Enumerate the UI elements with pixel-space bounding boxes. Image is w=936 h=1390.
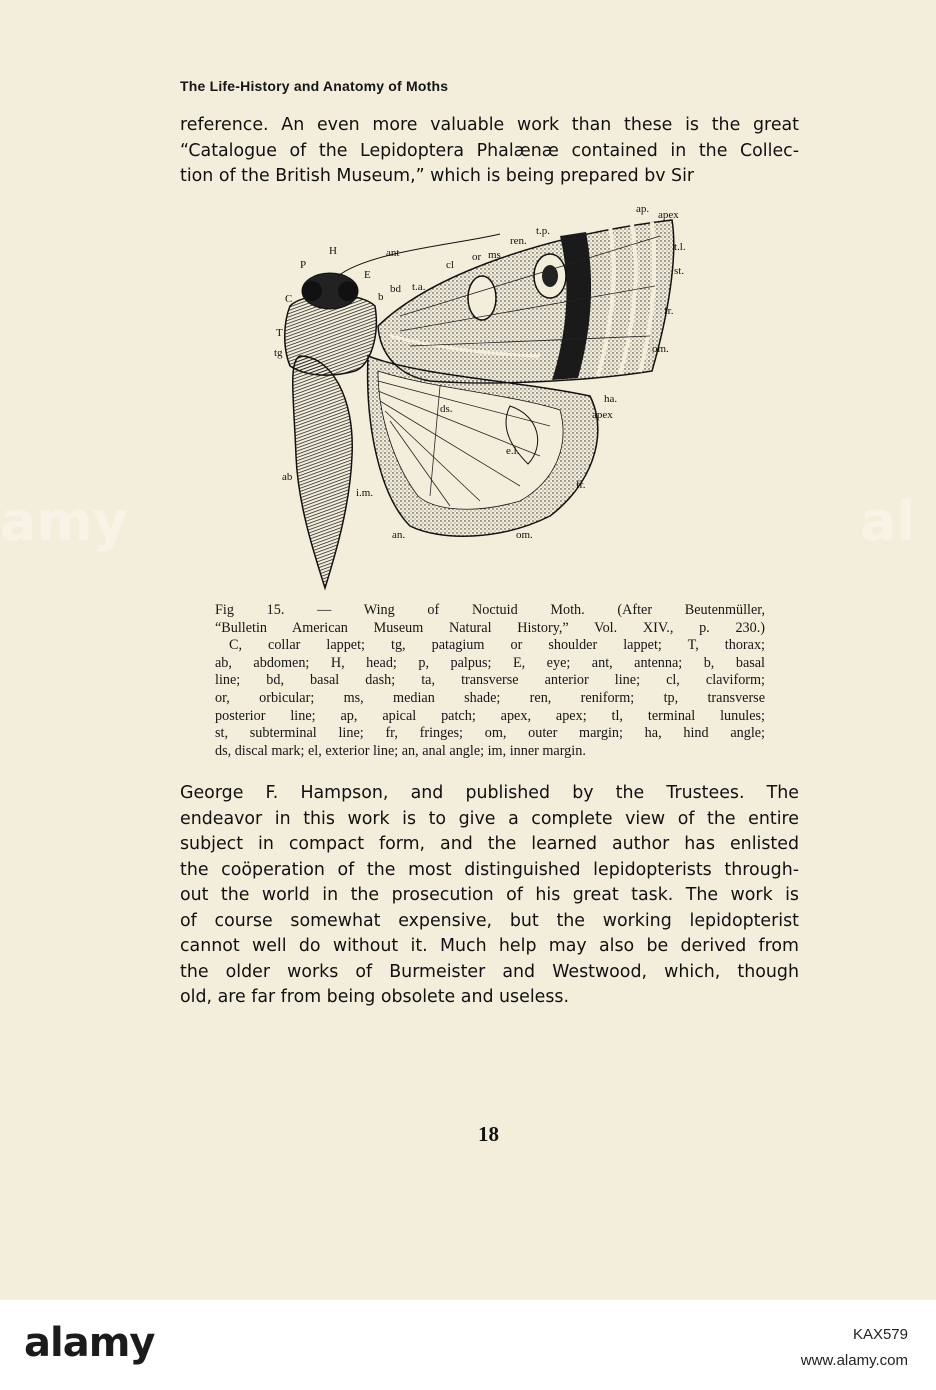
- caption-line: or, orbicular; ms, median shade; ren, reniform; tp, transverse: [215, 689, 765, 706]
- image-id: KAX579: [852, 1326, 908, 1343]
- running-head: The Life-History and Anatomy of Moths: [180, 78, 449, 94]
- text-line: the coöperation of the most distinguished lepidopterists through-: [180, 859, 799, 880]
- watermark-url: www.alamy.com: [800, 1352, 908, 1369]
- label-ant: ant: [386, 247, 400, 259]
- paragraph-bottom: [180, 781, 799, 1011]
- label-om-hind: om.: [516, 529, 533, 541]
- label-ms: ms: [488, 249, 501, 261]
- label-st: st.: [674, 265, 685, 277]
- text-line: of course somewhat expensive, but the working lepidopterist: [180, 910, 799, 931]
- moth-figure: [260, 196, 710, 596]
- text-line: George F. Hampson, and published by the Trustees. The: [180, 783, 799, 803]
- caption-line: ab, abdomen; H, head; p, palpus; E, eye; ant, antenna; b, basal: [215, 654, 765, 671]
- label-apex-hind: apex: [592, 409, 613, 421]
- caption-line: line; bd, basal dash; ta, transverse anterior line; cl, claviform;: [215, 672, 765, 689]
- label-tp: t.p.: [536, 225, 551, 237]
- text-line: tion of the British Museum,” which is being prepared bv Sir: [180, 166, 695, 186]
- moth-eye: [302, 281, 322, 301]
- label-tg: tg: [274, 347, 283, 359]
- label-ren: ren.: [510, 235, 527, 247]
- label-E: E: [364, 269, 371, 281]
- label-apex: apex: [658, 209, 679, 221]
- paragraph-top: [180, 113, 799, 190]
- caption-line: st, subterminal line; fr, fringes; om, outer margin; ha, hind angle;: [215, 725, 765, 742]
- text-line: the older works of Burmeister and Westwood, which, though: [180, 961, 799, 982]
- label-P: P: [300, 259, 307, 271]
- label-bd: bd: [390, 283, 401, 295]
- label-b: b: [378, 291, 384, 303]
- figure-caption: [215, 602, 765, 760]
- text-line: old, are far from being obsolete and useless.: [180, 987, 569, 1007]
- label-H: H: [329, 245, 337, 257]
- text-line: out the world in the prosecution of his great task. The work is: [180, 885, 799, 905]
- label-ta: t.a.: [412, 281, 426, 293]
- label-C: C: [285, 293, 293, 305]
- label-fr: fr.: [664, 305, 674, 317]
- watermark-logo: alamy: [24, 1320, 155, 1366]
- caption-line: ds, discal mark; el, exterior line; an, anal angle; im, inner margin.: [215, 742, 586, 759]
- text-line: cannot well do without it. Much help may also be derived from: [180, 936, 799, 956]
- label-el: e.l.: [506, 445, 520, 457]
- caption-line: Fig 15. — Wing of Noctuid Moth. (After Beutenmüller,: [215, 602, 765, 618]
- text-line: endeavor in this work is to give a complete view of the entire: [180, 808, 799, 829]
- caption-line: C, collar lappet; tg, patagium or shoulder lappet; T, thorax;: [229, 637, 765, 654]
- label-cl: cl: [446, 259, 454, 271]
- watermark-right: al: [860, 490, 915, 553]
- label-ds: ds.: [440, 403, 453, 415]
- orbicular-spot: [468, 276, 496, 320]
- caption-line: posterior line; ap, apical patch; apex, apex; tl, terminal lunules;: [215, 707, 765, 724]
- caption-line: “Bulletin American Museum Natural History,” Vol. XIV., p. 230.): [215, 619, 765, 636]
- label-im: i.m.: [356, 487, 374, 499]
- label-an: an.: [392, 529, 406, 541]
- page-number: 18: [478, 1122, 499, 1146]
- label-or: or: [472, 251, 482, 263]
- label-T: T: [276, 327, 283, 339]
- label-om: om.: [652, 343, 669, 355]
- label-ap: ap.: [636, 203, 650, 215]
- moth-abdomen: [293, 356, 353, 588]
- label-tl: t.l.: [674, 241, 686, 253]
- text-line: subject in compact form, and the learned author has enlisted: [180, 834, 799, 854]
- label-ha: ha.: [604, 393, 618, 405]
- label-ab: ab: [282, 471, 293, 483]
- label-fr-hind: fr.: [576, 479, 586, 491]
- watermark-left: amy: [0, 490, 128, 553]
- watermark-info: [801, 1322, 908, 1374]
- text-line: “Catalogue of the Lepidoptera Phalænæ contained in the Collec-: [180, 140, 799, 161]
- text-line: reference. An even more valuable work than these is the great: [180, 115, 799, 135]
